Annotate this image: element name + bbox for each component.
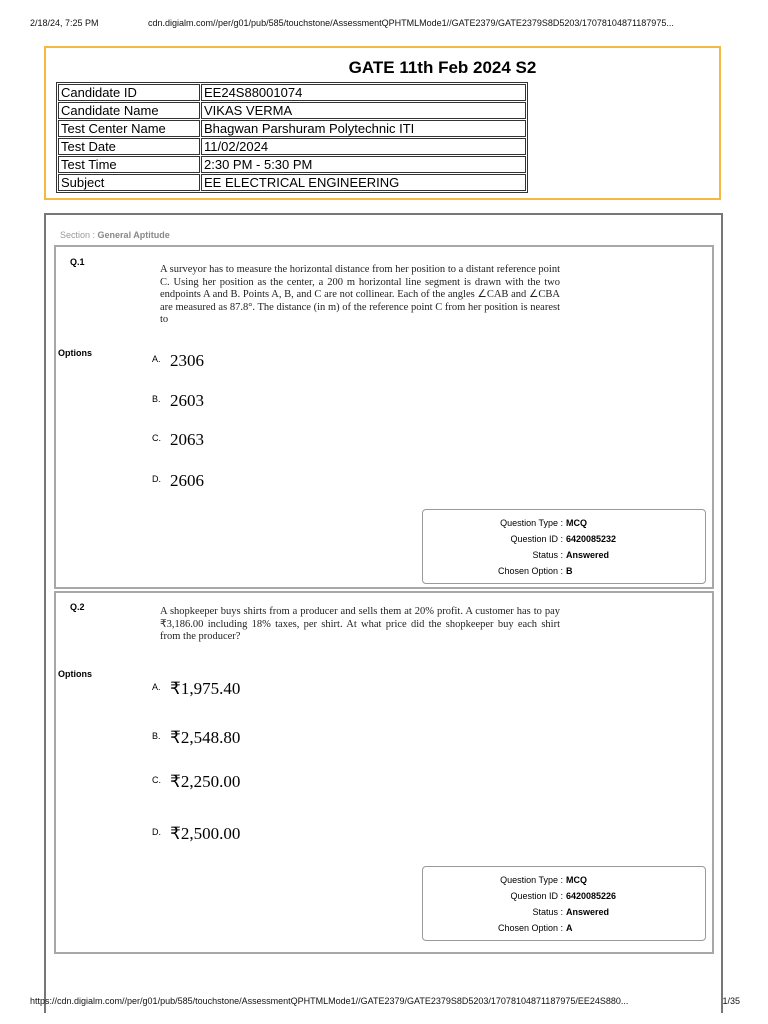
question-block-2	[54, 591, 714, 954]
meta-id-value: 6420085232	[566, 534, 617, 544]
info-value: VIKAS VERMA	[201, 102, 526, 119]
question-text: A surveyor has to measure the horizontal distance from her position to a distant reference point C. Using her position as the center, a 200 m horizontal line segment is drawn with the two endpoints A and B. Points A, B, and C are not collinear. Each of the angles ∠CAB and ∠CBA are measured as 87.8°. The distance (in m) of the reference point C from her position is nearest to	[160, 264, 560, 325]
table-row	[58, 156, 526, 173]
option-value: 2606	[170, 471, 204, 490]
candidate-info-card	[44, 46, 721, 200]
option-letter: B.	[152, 731, 161, 741]
option-letter: A.	[152, 682, 161, 692]
print-header-url: cdn.digialm.com//per/g01/pub/585/touchstone/AssessmentQPHTMLMode1//GATE2379/GATE2379S8D5203/17078104871187975...	[148, 18, 674, 28]
option-letter: C.	[152, 433, 161, 443]
table-row	[58, 138, 526, 155]
meta-id-value: 6420085226	[566, 891, 617, 901]
table-row	[58, 174, 526, 191]
option-letter: D.	[152, 474, 161, 484]
candidate-info-table	[56, 82, 528, 193]
question-number: Q.1	[70, 257, 85, 267]
meta-chosen-value: A	[566, 923, 573, 933]
info-label: Candidate ID	[58, 84, 200, 101]
meta-status-value: Answered	[566, 907, 610, 917]
meta-chosen-label: Chosen Option :	[497, 566, 563, 576]
meta-chosen-label: Chosen Option :	[497, 923, 563, 933]
option-value: ₹2,500.00	[170, 824, 241, 843]
option-letter: A.	[152, 354, 161, 364]
section-name: General Aptitude	[97, 230, 170, 240]
info-label: Subject	[58, 174, 200, 191]
meta-type-label: Question Type :	[500, 875, 563, 885]
option-a	[152, 351, 204, 371]
print-footer-url: https://cdn.digialm.com//per/g01/pub/585/touchstone/AssessmentQPHTMLMode1//GATE2379/GATE2379S8D5203/17078104871187975/EE24S880...	[30, 996, 629, 1006]
question-meta-box	[422, 866, 706, 941]
option-b	[152, 391, 204, 411]
question-text: A shopkeeper buys shirts from a producer and sells them at 20% profit. A customer has to pay ₹3,186.00 including 18% taxes, per shirt. At what price did the shopkeeper buy each shirt from the producer?	[160, 606, 560, 642]
info-value: EE24S88001074	[201, 84, 526, 101]
option-letter: B.	[152, 394, 161, 404]
option-a	[152, 679, 240, 699]
info-label: Test Date	[58, 138, 200, 155]
question-block-1	[54, 245, 714, 589]
print-datetime: 2/18/24, 7:25 PM	[30, 18, 99, 28]
options-label: Options	[58, 348, 92, 358]
meta-status-value: Answered	[566, 550, 610, 560]
option-value: 2306	[170, 351, 204, 370]
info-label: Test Time	[58, 156, 200, 173]
info-label: Test Center Name	[58, 120, 200, 137]
option-value: ₹2,250.00	[170, 772, 241, 791]
meta-status-label: Status :	[532, 907, 563, 917]
option-c	[152, 430, 204, 450]
section-label	[60, 230, 170, 240]
section-prefix: Section :	[60, 230, 96, 240]
info-value: Bhagwan Parshuram Polytechnic ITI	[201, 120, 526, 137]
option-value: 2063	[170, 430, 204, 449]
meta-id-label: Question ID :	[510, 891, 563, 901]
meta-type-value: MCQ	[566, 518, 587, 528]
options-label: Options	[58, 669, 92, 679]
option-letter: C.	[152, 775, 161, 785]
page-number: 1/35	[722, 996, 740, 1006]
option-letter: D.	[152, 827, 161, 837]
meta-type-label: Question Type :	[500, 518, 563, 528]
option-value: ₹2,548.80	[170, 728, 241, 747]
info-value: EE ELECTRICAL ENGINEERING	[201, 174, 526, 191]
info-label: Candidate Name	[58, 102, 200, 119]
meta-status-label: Status :	[532, 550, 563, 560]
question-number: Q.2	[70, 602, 85, 612]
info-value: 11/02/2024	[201, 138, 526, 155]
option-value: ₹1,975.40	[170, 679, 241, 698]
option-d	[152, 824, 240, 844]
option-c	[152, 772, 240, 792]
exam-title: GATE 11th Feb 2024 S2	[348, 58, 537, 77]
question-meta-box	[422, 509, 706, 584]
meta-type-value: MCQ	[566, 875, 587, 885]
option-value: 2603	[170, 391, 204, 410]
table-row	[58, 120, 526, 137]
option-d	[152, 471, 204, 491]
option-b	[152, 728, 240, 748]
table-row	[58, 102, 526, 119]
table-row	[58, 84, 526, 101]
meta-chosen-value: B	[566, 566, 573, 576]
meta-id-label: Question ID :	[510, 534, 563, 544]
info-value: 2:30 PM - 5:30 PM	[201, 156, 526, 173]
